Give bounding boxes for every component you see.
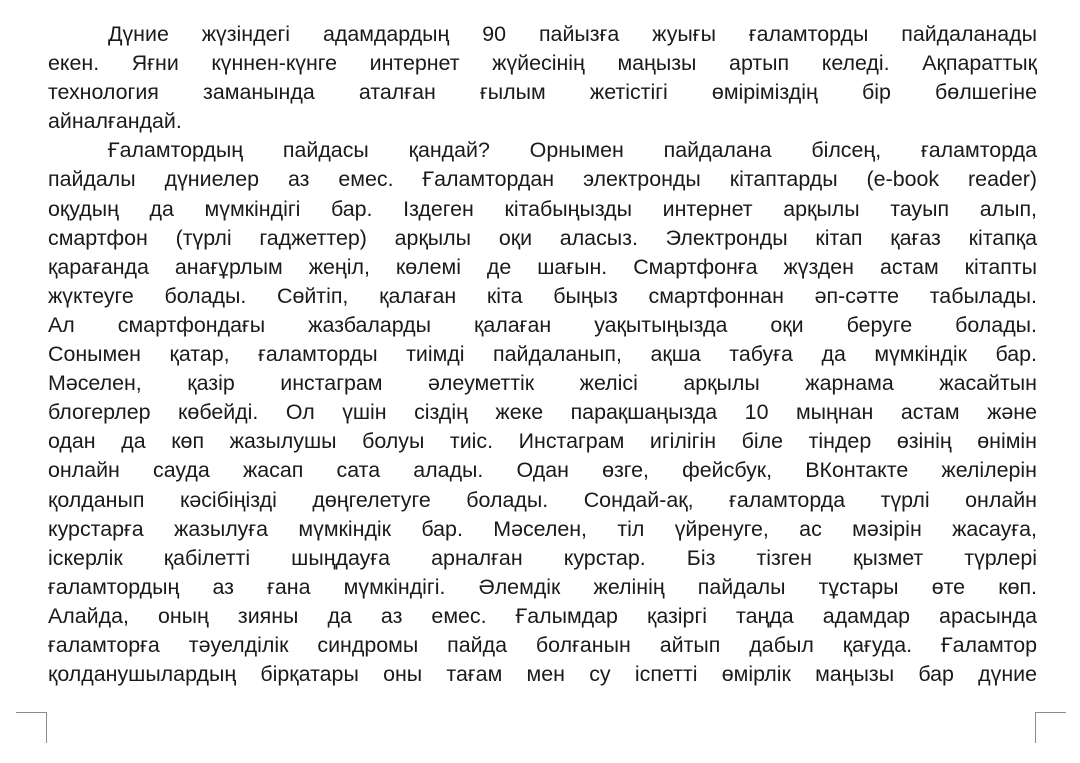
text-line: пайдалы дүниелер аз емес. Ғаламтордан электронды кітаптарды (e-book reader)	[48, 167, 1037, 192]
text-line: Дүние жүзіндегі адамдардың 90 пайызға жуығы ғаламторды пайдаланады	[108, 22, 1037, 46]
text-line: смартфон (түрлі гаджеттер) арқылы оқи аласыз. Электронды кітап қағаз кітапқа	[48, 225, 1037, 250]
text-line: Ғаламтордың пайдасы қандай? Орнымен пайдалана білсең, ғаламторда	[108, 138, 1037, 163]
text-line: қолданып кәсібіңізді дөңгелетуге болады. Сондай-ақ, ғаламторда түрлі онлайн	[48, 487, 1037, 512]
text-line: курстарға жазылуға мүмкіндік бар. Мәселен, тіл үйренуге, ас мәзірін жасауға,	[48, 516, 1037, 541]
text-line: ғаламторға тәуелділік синдромы пайда болғанын айтып дабыл қағуда. Ғаламтор	[48, 632, 1037, 657]
text-line: Мәселен, қазір инстаграм әлеуметтік желісі арқылы жарнама жасайтын	[48, 371, 1037, 396]
text-line: Алайда, оның зияны да аз емес. Ғалымдар қазіргі таңда адамдар арасында	[48, 603, 1037, 628]
text-line: блогерлер көбейді. Ол үшін сіздің жеке парақшаңызда 10 мыңнан астам және	[48, 400, 1037, 425]
text-line: екен. Яғни күннен-күнге интернет жүйесінің маңызы артып келеді. Ақпараттық	[48, 51, 1037, 76]
paragraph-benefits	[48, 136, 1037, 689]
text-line: айналғандай.	[48, 109, 182, 134]
text-line: онлайн сауда жасап сата алады. Одан өзге, фейсбук, ВКонтакте желілерін	[48, 458, 1037, 483]
text-line: одан да көп жазылушы болуы тиіс. Инстаграм игілігін біле тіндер өзінің өнімін	[48, 429, 1037, 454]
text-line: іскерлік қабілетті шыңдауға арналған курстар. Біз тізген қызмет түрлері	[48, 545, 1037, 570]
text-line: технология заманында аталған ғылым жетістігі өміріміздің бір бөлшегіне	[48, 80, 1037, 105]
page-margin-corner-right	[1035, 712, 1066, 743]
text-line: жүктеуге болады. Сөйтіп, қалаған кіта быңыз смартфоннан әп-сәтте табылады.	[48, 283, 1037, 308]
text-line: қарағанда анағұрлым жеңіл, көлемі де шағын. Смартфонға жүзден астам кітапты	[48, 254, 1037, 279]
document-page	[48, 20, 1037, 689]
text-line: қолданушылардың бірқатары оны тағам мен су іспетті өмірлік маңызы бар дүние	[48, 662, 1037, 687]
paragraph-intro	[48, 20, 1037, 136]
text-line: Ал смартфондағы жазбаларды қалаған уақытыңызда оқи беруге болады.	[48, 312, 1037, 337]
page-margin-corner-left	[16, 712, 47, 743]
text-line: Сонымен қатар, ғаламторды тиімді пайдаланып, ақша табуға да мүмкіндік бар.	[48, 342, 1037, 367]
text-line: ғаламтордың аз ғана мүмкіндігі. Әлемдік желінің пайдалы тұстары өте көп.	[48, 574, 1037, 599]
text-line: оқудың да мүмкіндігі бар. Іздеген кітабыңызды интернет арқылы тауып алып,	[48, 196, 1037, 221]
